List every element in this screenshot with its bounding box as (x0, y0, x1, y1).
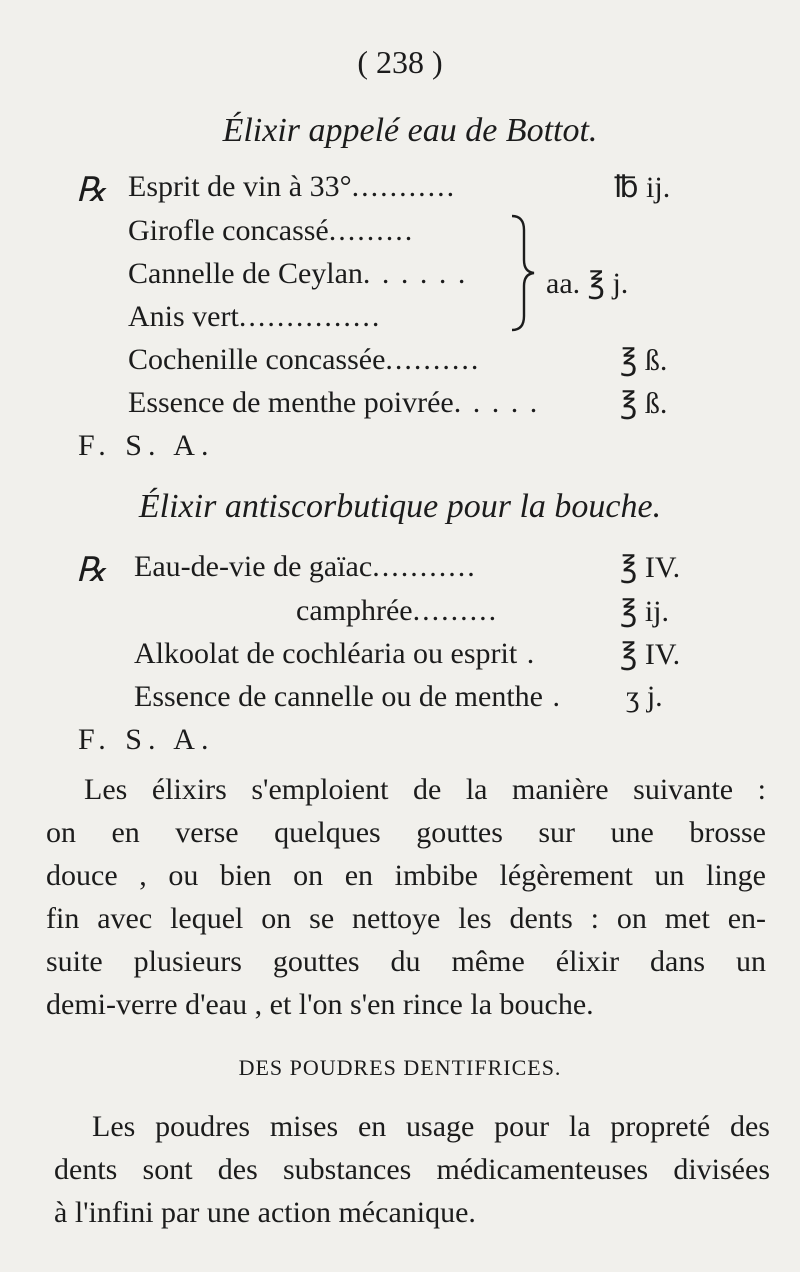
leader-dots: . (517, 637, 537, 670)
ingredient-row (134, 637, 536, 671)
text-line: douce , ou bien on en imbibe légèrement un linge (46, 859, 766, 892)
ingredient-label: Cochenille concassée (128, 343, 386, 376)
ingredient-quantity: ℥ IV. (620, 638, 681, 671)
ingredient-row (128, 214, 414, 248)
leader-dots: ........... (372, 550, 477, 583)
ingredient-quantity: ℥ ß. (620, 387, 668, 420)
fsa-note: F. S. A. (78, 429, 215, 462)
ingredient-row (128, 386, 539, 420)
ingredient-quantity: ℥ ij. (620, 595, 669, 628)
ingredient-quantity: ℥ IV. (620, 551, 681, 584)
ingredient-row (134, 550, 477, 584)
leader-dots: . . . . . . (362, 257, 468, 290)
text-line: suite plusieurs gouttes du même élixir dans un (46, 945, 766, 978)
page-number: ( 238 ) (357, 44, 443, 80)
ingredient-row (128, 343, 480, 377)
ingredient-label: camphrée (296, 594, 413, 627)
ingredient-label: Essence de menthe poivrée (128, 386, 454, 419)
recipe-symbol-icon: ℞ (76, 552, 107, 589)
recipe-1-title: Élixir appelé eau de Bottot. (222, 112, 598, 149)
leader-dots: . (542, 680, 562, 713)
text-line: fin avec lequel on se nettoye les dents : on met en- (46, 902, 766, 935)
text-line: dents sont des substances médicamenteuses divisées (54, 1153, 770, 1186)
text-line: demi-verre d'eau , et l'on s'en rince la bouche. (46, 988, 594, 1021)
powders-paragraph (54, 1105, 770, 1234)
usage-paragraph (46, 768, 766, 1026)
ingredient-quantity: ʒ j. (626, 680, 663, 713)
recipe-symbol-icon: ℞ (76, 172, 107, 209)
leader-dots: ........... (351, 170, 457, 203)
leader-dots: .......... (385, 343, 481, 376)
text-line: Les poudres mises en usage pour la propreté des (92, 1110, 770, 1143)
aa-quantity: aa. ℥ j. (546, 267, 629, 300)
leader-dots: ......... (412, 594, 499, 627)
ingredient-quantity: ℥ ß. (620, 344, 668, 377)
ingredient-row (128, 170, 456, 204)
ingredient-label: Alkoolat de cochléaria ou esprit (134, 637, 518, 670)
ingredient-label: Esprit de vin à 33° (128, 170, 352, 203)
ingredient-label: Essence de cannelle ou de menthe (134, 680, 543, 713)
leader-dots: ......... (328, 214, 415, 247)
ingredient-label: Girofle concassé (128, 214, 329, 247)
ingredient-label: Anis vert (128, 300, 239, 333)
text-line: on en verse quelques gouttes sur une brosse (46, 816, 766, 849)
ingredient-row (128, 257, 467, 291)
fsa-note: F. S. A. (78, 723, 215, 756)
ingredient-row (296, 594, 498, 628)
text-line: à l'infini par une action mécanique. (54, 1196, 476, 1229)
ingredient-label: Eau-de-vie de gaïac (134, 550, 373, 583)
ingredient-row (134, 680, 562, 714)
ingredient-quantity: ℔ ij. (614, 171, 671, 204)
ingredient-label: Cannelle de Ceylan (128, 257, 363, 290)
section-heading: DES POUDRES DENTIFRICES. (238, 1055, 562, 1080)
right-brace-icon (510, 214, 536, 332)
leader-dots: . . . . . (453, 386, 540, 419)
ingredient-row (128, 300, 381, 334)
recipe-2-title: Élixir antiscorbutique pour la bouche. (138, 488, 662, 525)
leader-dots: ............... (238, 300, 382, 333)
text-line: Les élixirs s'emploient de la manière suivante : (84, 773, 766, 806)
